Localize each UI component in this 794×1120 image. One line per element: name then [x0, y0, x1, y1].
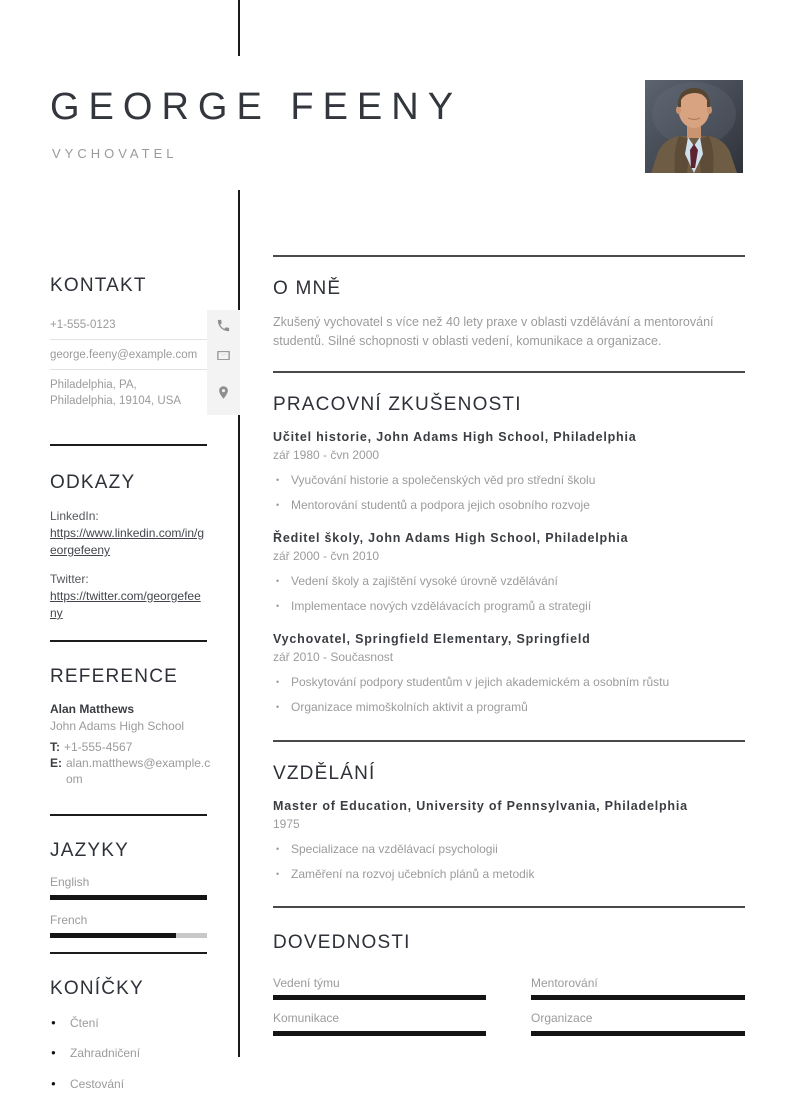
language-level-bar	[50, 933, 207, 938]
section-divider	[273, 255, 745, 257]
job-bullet: • Implementace nových vzdělávacích programů a strategií	[273, 594, 745, 620]
skill-level-fill	[531, 995, 745, 1000]
profile-photo	[645, 80, 743, 173]
contact-address-line1: Philadelphia, PA,	[50, 379, 137, 392]
section-divider	[273, 740, 745, 742]
mail-icon	[207, 340, 240, 370]
reference-email-line	[50, 755, 220, 787]
language-level-bar	[50, 895, 207, 900]
job-title: Ředitel školy, John Adams High School, Philadelphia	[273, 530, 629, 545]
job-bullet: • Poskytování podpory studentům v jejich akademickém a osobním růstu	[273, 670, 745, 696]
hobby-item: ● Čtení	[50, 1016, 240, 1032]
link-label-twitter: Twitter:	[50, 572, 89, 587]
skill-level-bar	[531, 1031, 745, 1036]
job-period: zář 1980 - čvn 2000	[273, 448, 380, 462]
language-name: English	[50, 875, 90, 890]
reference-email-label: E:	[50, 756, 62, 771]
language-level-fill	[50, 895, 207, 900]
hobbies-heading: KONÍČKY	[50, 977, 144, 999]
skill-level-fill	[273, 1031, 486, 1036]
education-bullet: • Specializace na vzdělávací psychologii	[273, 837, 745, 863]
experience-entry	[273, 530, 745, 620]
reference-phone-value: +1-555-4567	[64, 739, 133, 754]
sidebar-divider	[50, 814, 207, 816]
contact-email: george.feeny@example.com	[50, 340, 207, 370]
about-text: Zkušený vychovatel s více než 40 lety praxe v oblasti vzdělávání a mentorování studentů. Silné schopnosti v oblasti vedení, komunikace a organizace.	[273, 315, 714, 349]
degree-year: 1975	[273, 817, 300, 832]
main-column	[273, 255, 745, 1036]
reference-organization: John Adams High School	[50, 718, 185, 733]
language-item	[50, 875, 240, 900]
links-block	[50, 508, 240, 622]
skill-name: Mentorování	[531, 975, 598, 990]
experience-entry	[273, 631, 745, 721]
education-bullet: • Zaměření na rozvoj učebních plánů a metodik	[273, 862, 745, 888]
language-item	[50, 913, 240, 938]
contact-row-phone	[50, 310, 240, 340]
job-title: Učitel historie, John Adams High School, Philadelphia	[273, 429, 637, 444]
job-bullets	[273, 569, 745, 620]
job-bullets	[273, 468, 745, 519]
sidebar-divider	[50, 640, 207, 642]
hobby-item: ● Zahradničení	[50, 1046, 240, 1062]
about-heading: O MNĚ	[273, 278, 342, 299]
skill-level-fill	[273, 995, 486, 1000]
skill-item	[531, 1011, 745, 1036]
skill-name: Komunikace	[273, 1011, 340, 1026]
contact-row-email	[50, 340, 240, 370]
link-group-twitter	[50, 571, 240, 622]
sidebar-divider	[50, 444, 207, 446]
contact-address	[50, 370, 207, 415]
languages-heading: JAZYKY	[50, 840, 129, 862]
contact-rows	[50, 310, 240, 415]
language-name: French	[50, 913, 88, 928]
links-heading: ODKAZY	[50, 472, 136, 494]
skill-name: Vedení týmu	[273, 975, 340, 990]
hobbies-list	[50, 1016, 240, 1093]
skill-level-bar	[531, 995, 745, 1000]
education-entry	[273, 798, 745, 888]
profile-photo-illustration	[645, 80, 743, 173]
job-period: zář 2010 - Současnost	[273, 650, 394, 665]
reference-name: Alan Matthews	[50, 702, 135, 717]
reference-phone-line	[50, 739, 220, 755]
twitter-link[interactable]: https://twitter.com/georgefeeny	[50, 588, 201, 620]
sidebar	[50, 275, 240, 1107]
job-title: Vychovatel, Springfield Elementary, Springfield	[273, 631, 591, 646]
skill-name: Organizace	[531, 1011, 593, 1026]
link-label-linkedin: LinkedIn:	[50, 509, 99, 524]
job-bullet: • Vyučování historie a společenských věd pro střední školu	[273, 468, 745, 494]
sidebar-divider	[50, 952, 207, 954]
contact-phone: +1-555-0123	[50, 310, 207, 340]
languages-block	[50, 875, 240, 937]
job-bullets	[273, 670, 745, 721]
section-divider	[273, 906, 745, 908]
degree-title: Master of Education, University of Pennsylvania, Philadelphia	[273, 798, 688, 813]
section-divider	[273, 371, 745, 373]
phone-icon	[207, 310, 240, 340]
experience-entry	[273, 429, 745, 519]
experience-heading: PRACOVNÍ ZKUŠENOSTI	[273, 393, 522, 415]
skill-level-bar	[273, 1031, 486, 1036]
contact-address-line2: Philadelphia, 19104, USA	[50, 395, 182, 408]
reference-block	[50, 701, 220, 787]
skill-item	[273, 1011, 486, 1036]
job-bullet: • Organizace mimoškolních aktivit a programů	[273, 695, 745, 721]
skills-heading: DOVEDNOSTI	[273, 931, 411, 953]
person-title: VYCHOVATEL	[52, 146, 178, 161]
skill-level-fill	[531, 1031, 745, 1036]
reference-heading: REFERENCE	[50, 666, 178, 688]
person-name: GEORGE FEENY	[50, 86, 463, 128]
hobby-item: ● Cestování	[50, 1077, 240, 1093]
linkedin-link[interactable]: https://www.linkedin.com/in/georgefeeny	[50, 525, 205, 557]
language-level-fill	[50, 933, 176, 938]
skill-item	[273, 976, 486, 1001]
skills-grid	[273, 976, 745, 1036]
top-divider-line	[238, 0, 240, 56]
job-period: zář 2000 - čvn 2010	[273, 549, 380, 564]
link-group-linkedin	[50, 508, 240, 559]
education-heading: VZDĚLÁNÍ	[273, 762, 376, 784]
contact-heading: KONTAKT	[50, 275, 147, 296]
skill-item	[531, 976, 745, 1001]
reference-email-value: alan.matthews@example.com	[66, 756, 211, 787]
education-bullets	[273, 837, 745, 888]
location-pin-icon	[207, 370, 240, 415]
job-bullet: • Mentorování studentů a podpora jejich osobního rozvoje	[273, 493, 745, 519]
job-bullet: • Vedení školy a zajištění vysoké úrovně vzdělávání	[273, 569, 745, 595]
skill-level-bar	[273, 995, 486, 1000]
contact-row-address	[50, 370, 240, 415]
reference-phone-label: T:	[50, 739, 60, 754]
